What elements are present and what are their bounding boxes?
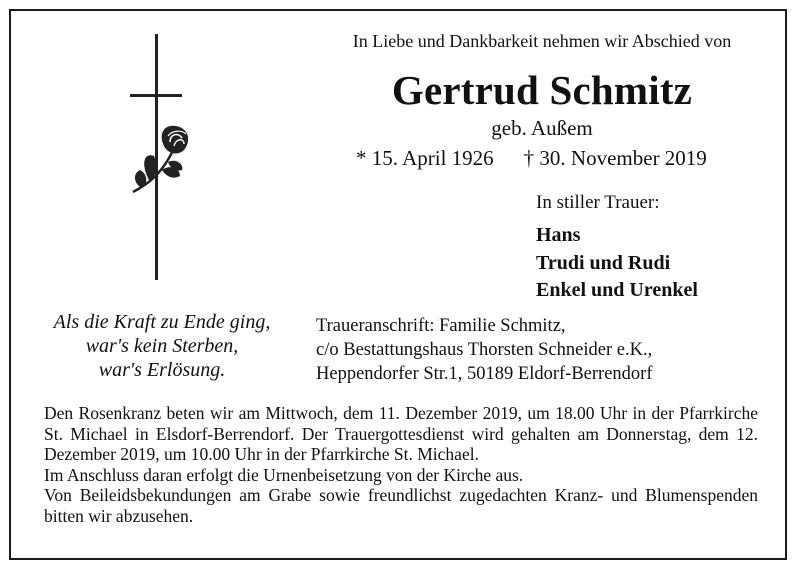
deceased-name: Gertrud Schmitz <box>391 67 693 113</box>
mourner-name: Enkel und Urenkel <box>536 279 698 301</box>
details-paragraph: Im Anschluss daran erfolgt die Urnenbeisetzung von der Kirche aus. <box>44 464 524 485</box>
quote-line: Als die Kraft zu Ende ging, <box>53 311 271 333</box>
address-line: Heppendorfer Str.1, 50189 Eldorf-Berrendorf <box>316 364 653 384</box>
birth-date: * 15. April 1926 <box>356 146 494 170</box>
details-paragraph: Von Beileidsbekundungen am Grabe sowie freundlichst zugedachten Kranz- und Blumenspenden bitten wir abzusehen. <box>44 485 758 526</box>
service-details <box>44 403 758 526</box>
cross-with-rose-icon <box>128 34 198 280</box>
intro-line: In Liebe und Dankbarkeit nehmen wir Abschied von <box>352 31 732 51</box>
mourner-name: Hans <box>536 224 581 246</box>
mourning-address <box>316 314 653 386</box>
life-dates <box>356 146 707 171</box>
mourner-name: Trudi und Rudi <box>536 251 671 274</box>
mourners-heading: In stiller Trauer: <box>536 192 660 213</box>
memorial-quote <box>30 310 294 382</box>
birth-name: geb. Außem <box>491 116 593 140</box>
mourners-list <box>536 222 698 305</box>
quote-line: war's Erlösung. <box>98 359 226 381</box>
death-date: † 30. November 2019 <box>523 146 707 170</box>
quote-line: war's kein Sterben, <box>85 335 239 357</box>
details-paragraph: Den Rosenkranz beten wir am Mittwoch, dem 11. Dezember 2019, um 18.00 Uhr in der Pfarrkirche St. Michael in Elsdorf-Berrendorf. Der Trauergottesdienst wird gehalten am Donnerstag, dem 12. Dezember 2019, um 10.00 Uhr in der Pfarrkirche St. Michael. <box>44 403 758 464</box>
address-line: c/o Bestattungshaus Thorsten Schneider e.K., <box>316 340 653 360</box>
address-line: Traueranschrift: Familie Schmitz, <box>316 316 566 336</box>
